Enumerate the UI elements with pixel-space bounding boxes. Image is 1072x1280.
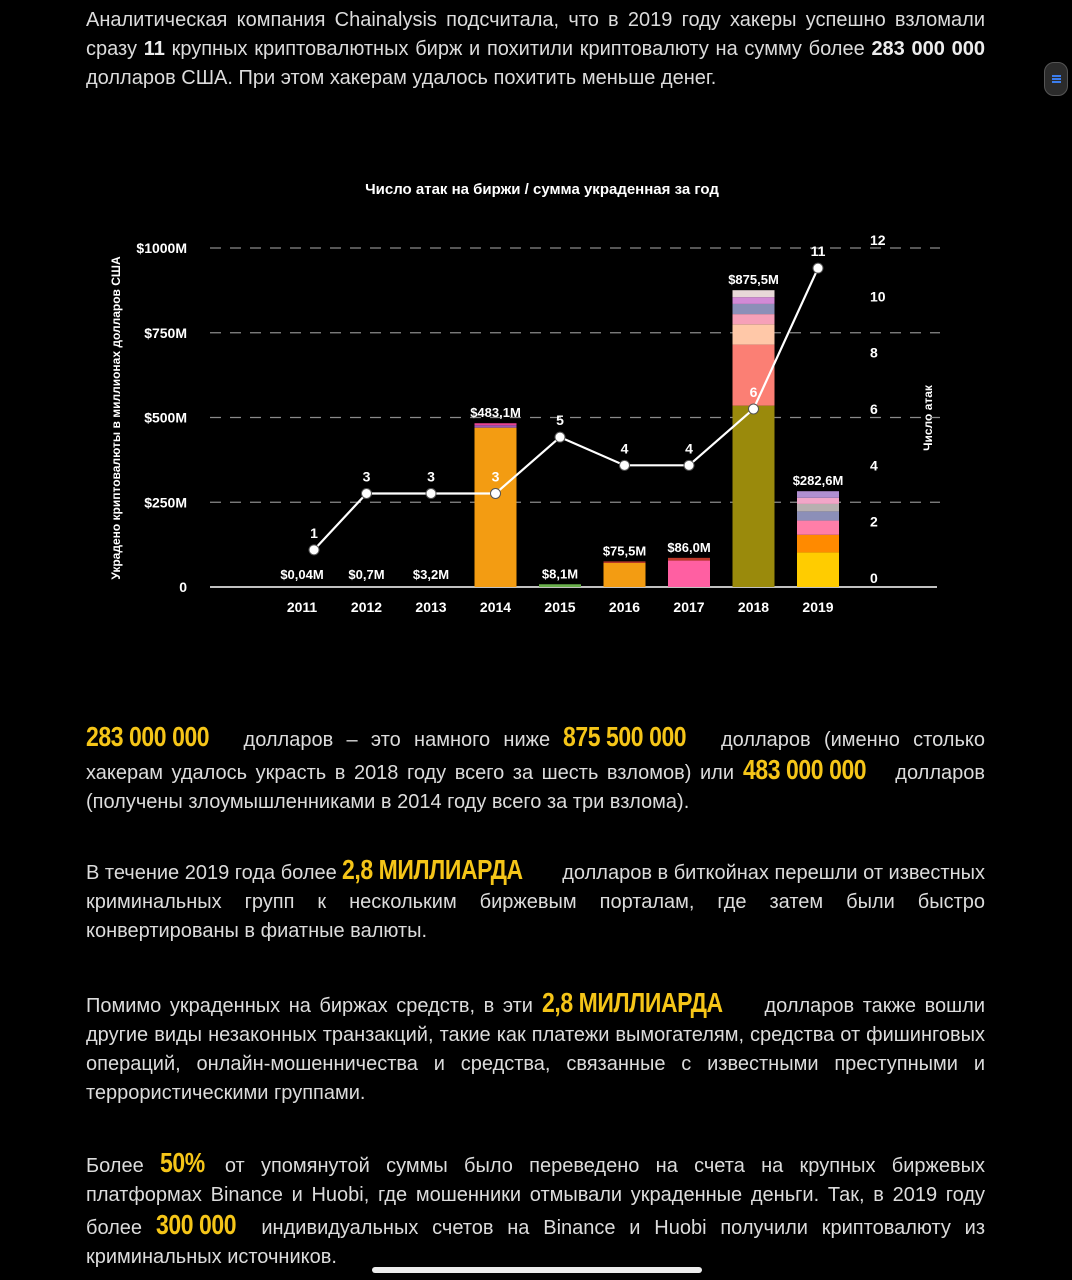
attacks-point — [426, 489, 436, 499]
attacks-point — [813, 263, 823, 273]
p1-text-2: крупных криптовалютных бирж и похитили криптовалюту на сумму более — [164, 38, 872, 60]
attacks-point — [749, 404, 759, 414]
attacks-point-label: 4 — [620, 440, 629, 457]
y2-tick-label: 6 — [870, 401, 878, 417]
p5-text-3: индивидуальных счетов на Binance и Huobi получили криптовалюту из криминальных источников. — [86, 1217, 985, 1268]
bar-segment — [668, 561, 710, 587]
attacks-chart — [0, 160, 1072, 640]
bar-value-label: $875,5M — [728, 272, 779, 288]
bar-segment — [797, 511, 839, 520]
highlight-2019-amount: 283 000 000 — [86, 721, 210, 752]
bar-value-label: $483,1M — [470, 405, 521, 421]
bar-segment — [539, 584, 581, 587]
bar-segment — [475, 425, 517, 427]
p5-text-1: Более — [86, 1155, 161, 1177]
bar-segment — [733, 324, 775, 344]
p2-text-3: долларов (получены злоумышленниками в 2014 году всего за три взлома). — [86, 762, 985, 813]
bar-segment — [733, 406, 775, 587]
x-tick-label: 2012 — [350, 599, 383, 615]
bar-segment — [668, 558, 710, 561]
bar-segment — [797, 498, 839, 504]
p5-text-2: от упомянутой суммы было переведено на счета на крупных биржевых платформах Binance и Huobi, где мошенники отмывали украденные деньги. Так, в 2019 году более — [86, 1155, 985, 1239]
bar-value-label: $3,2M — [412, 567, 450, 582]
p2-text-2: долларов (именно столько хакерам удалось украсть в 2018 году всего за шесть взломов) или — [86, 729, 985, 784]
attacks-point — [684, 460, 694, 470]
bar-segment — [475, 423, 517, 425]
highlight-billions-1: 2,8 МИЛЛИАРДА — [342, 854, 524, 885]
bar-value-label: $8,1M — [541, 566, 579, 582]
y2-tick-label: 10 — [870, 288, 886, 305]
attacks-point-label: 6 — [749, 384, 758, 400]
attacks-point-label: 3 — [491, 468, 500, 485]
bar-segment — [797, 504, 839, 511]
p1-number-amount: 283 000 000 — [871, 38, 985, 60]
x-tick-label: 2019 — [802, 599, 834, 615]
bar-segment — [797, 552, 839, 587]
x-tick-label: 2011 — [286, 599, 318, 615]
y2-axis-label: Число атак — [921, 385, 935, 451]
p1-text-3: долларов США. При этом хакерам удалось похитить меньше денег. — [86, 67, 717, 89]
y-tick-label: $250M — [144, 494, 187, 511]
p1-number-exchanges: 11 — [143, 38, 165, 60]
bar-value-label: $86,0M — [667, 539, 711, 555]
attacks-point-label: 11 — [810, 243, 826, 260]
laundering-paragraph — [86, 1148, 985, 1272]
highlight-billions-2: 2,8 МИЛЛИАРДА — [541, 987, 723, 1018]
attacks-point — [309, 545, 319, 555]
menu-lines-icon — [1052, 74, 1061, 84]
highlight-2014-amount: 483 000 000 — [742, 754, 866, 785]
chart-container — [0, 160, 1072, 640]
bar-segment — [604, 561, 646, 563]
y2-tick-label: 0 — [870, 570, 878, 586]
attacks-point-label: 1 — [310, 524, 318, 541]
x-tick-label: 2016 — [608, 599, 641, 615]
x-tick-label: 2017 — [673, 599, 705, 615]
bar-value-label: $75,5M — [602, 543, 647, 559]
y-tick-label: $500M — [144, 409, 187, 426]
p1-text-1: Аналитическая компания Chainalysis подсчитала, что в 2019 году хакеры успешно взломали сразу — [86, 9, 985, 60]
attacks-point — [491, 489, 501, 499]
p4-text-2: долларов также вошли другие виды незаконных транзакций, такие как платежи вымогателям, средства от фишинговых операций, онлайн-мошенничества и средства, связанные с известными преступными и террористическими группами. — [86, 995, 986, 1104]
bar-segment — [733, 314, 775, 324]
y2-tick-label: 4 — [870, 457, 878, 474]
attacks-point — [362, 489, 372, 499]
highlight-percent: 50% — [160, 1147, 205, 1178]
x-tick-label: 2014 — [479, 599, 512, 615]
y2-tick-label: 2 — [870, 513, 878, 530]
highlight-2018-amount: 875 500 000 — [563, 721, 687, 752]
scroll-handle[interactable] — [1044, 62, 1068, 96]
bitcoin-flow-paragraph — [86, 855, 985, 946]
attacks-point — [555, 432, 565, 442]
attacks-point — [620, 460, 630, 470]
home-indicator[interactable] — [372, 1267, 702, 1273]
p3-text-2: долларов в биткойнах перешли от известных криминальных групп к нескольким биржевым порталам, где затем были быстро конвертированы в фиатные валюты. — [86, 862, 985, 942]
y2-tick-label: 12 — [870, 232, 886, 248]
attacks-point-label: 4 — [685, 440, 693, 457]
bar-value-label: $0,04M — [280, 567, 324, 582]
bar-segment — [604, 563, 646, 587]
chart-title: Число атак на биржи / сумма украденная за год — [365, 181, 719, 198]
p2-text-1: долларов – это намного ниже — [230, 729, 564, 751]
bar-segment — [797, 491, 839, 498]
y-tick-label: 0 — [179, 579, 187, 595]
y-tick-label: $750M — [144, 324, 187, 341]
bar-segment — [475, 428, 517, 587]
y-tick-label: $1000M — [136, 240, 187, 256]
y-axis-label: Украдено криптовалюты в миллионах долларов США — [109, 256, 123, 580]
comparison-paragraph — [86, 722, 985, 817]
bar-segment — [733, 297, 775, 304]
attacks-point-label: 3 — [427, 468, 435, 485]
bar-segment — [797, 521, 839, 535]
intro-paragraph — [86, 6, 985, 93]
y2-tick-label: 8 — [870, 344, 878, 361]
x-tick-label: 2015 — [544, 599, 576, 615]
p3-text-1: В течение 2019 года более — [86, 862, 343, 884]
x-tick-label: 2018 — [737, 599, 770, 615]
bar-segment — [733, 304, 775, 314]
bar-value-label: $282,6M — [792, 473, 844, 489]
bar-segment — [797, 535, 839, 553]
illegal-transactions-paragraph — [86, 988, 985, 1108]
bar-segment — [733, 290, 775, 297]
attacks-point-label: 3 — [362, 468, 371, 485]
bar-value-label: $0,7M — [348, 567, 385, 582]
attacks-point-label: 5 — [556, 412, 564, 429]
p4-text-1: Помимо украденных на биржах средств, в эти — [86, 995, 542, 1017]
x-tick-label: 2013 — [415, 599, 447, 615]
highlight-accounts: 300 000 — [155, 1209, 236, 1240]
